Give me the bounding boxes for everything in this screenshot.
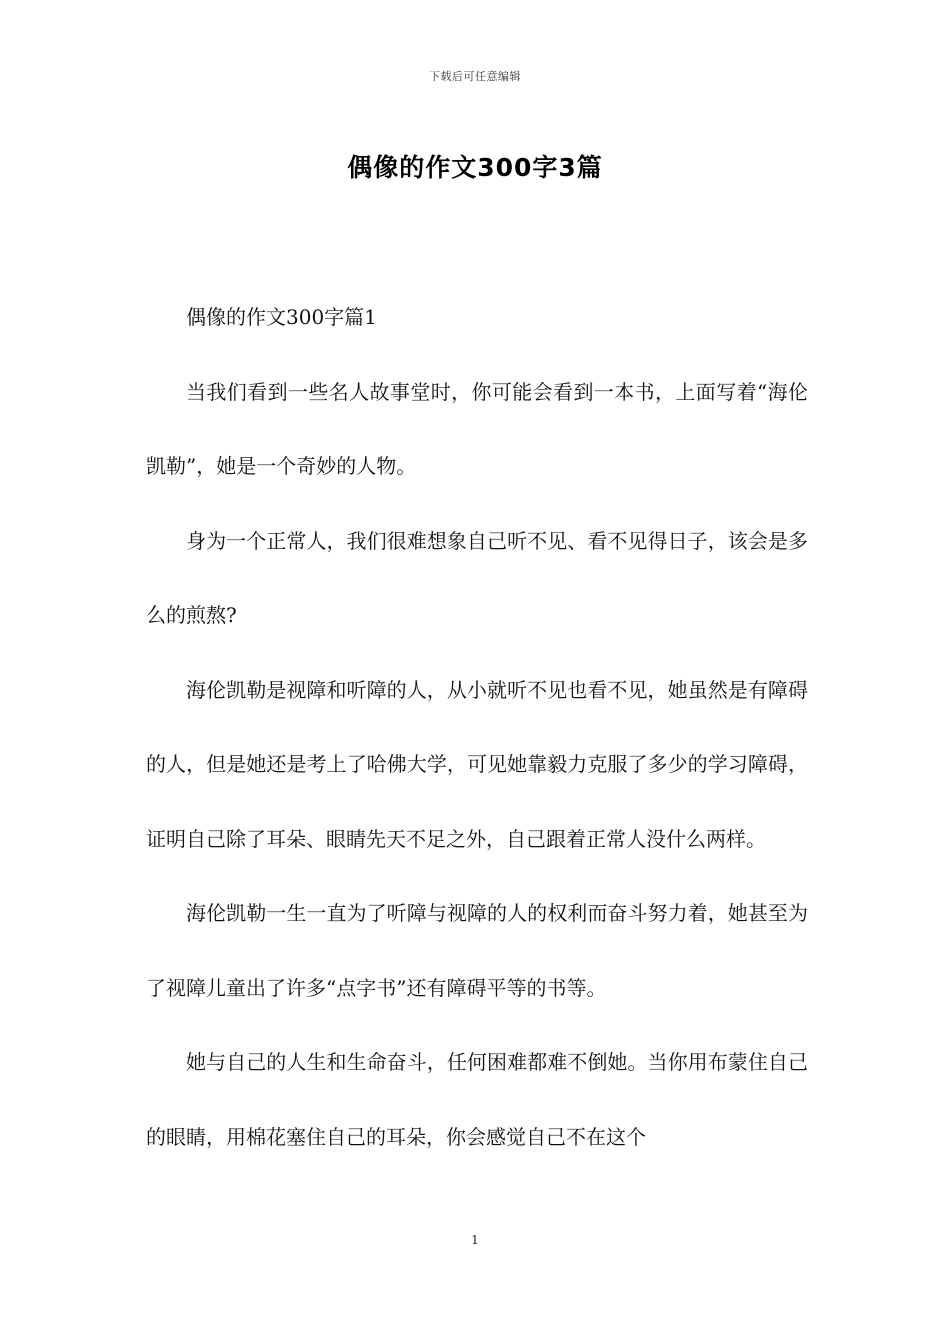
paragraph: 海伦凯勒一生一直为了听障与视障的人的权利而奋斗努力着，她甚至为了视障儿童出了许多“点字书”还有障碍平等的书等。	[146, 901, 808, 1000]
document-title: 偶像的作文300字3篇	[347, 153, 603, 182]
paragraph: 身为一个正常人，我们很难想象自己听不见、看不见得日子，该会是多么的煎熬?	[146, 528, 808, 627]
paragraph: 她与自己的人生和生命奋斗，任何困难都难不倒她。当你用布蒙住自己的眼睛，用棉花塞住自己的耳朵，你会感觉自己不在这个	[146, 1050, 808, 1149]
paragraph: 当我们看到一些名人故事堂时，你可能会看到一本书，上面写着“海伦凯勒”，她是一个奇妙的人物。	[146, 379, 808, 478]
page-number: 1	[471, 1233, 479, 1247]
document-body	[146, 280, 808, 1174]
section-heading: 偶像的作文300字篇1	[186, 305, 377, 329]
paragraph: 海伦凯勒是视障和听障的人，从小就听不见也看不见，她虽然是有障碍的人，但是她还是考上了哈佛大学，可见她靠毅力克服了多少的学习障碍，证明自己除了耳朵、眼睛先天不足之外，自己跟着正常人没什么两样。	[146, 677, 808, 851]
header-note: 下载后可任意编辑	[429, 70, 521, 83]
